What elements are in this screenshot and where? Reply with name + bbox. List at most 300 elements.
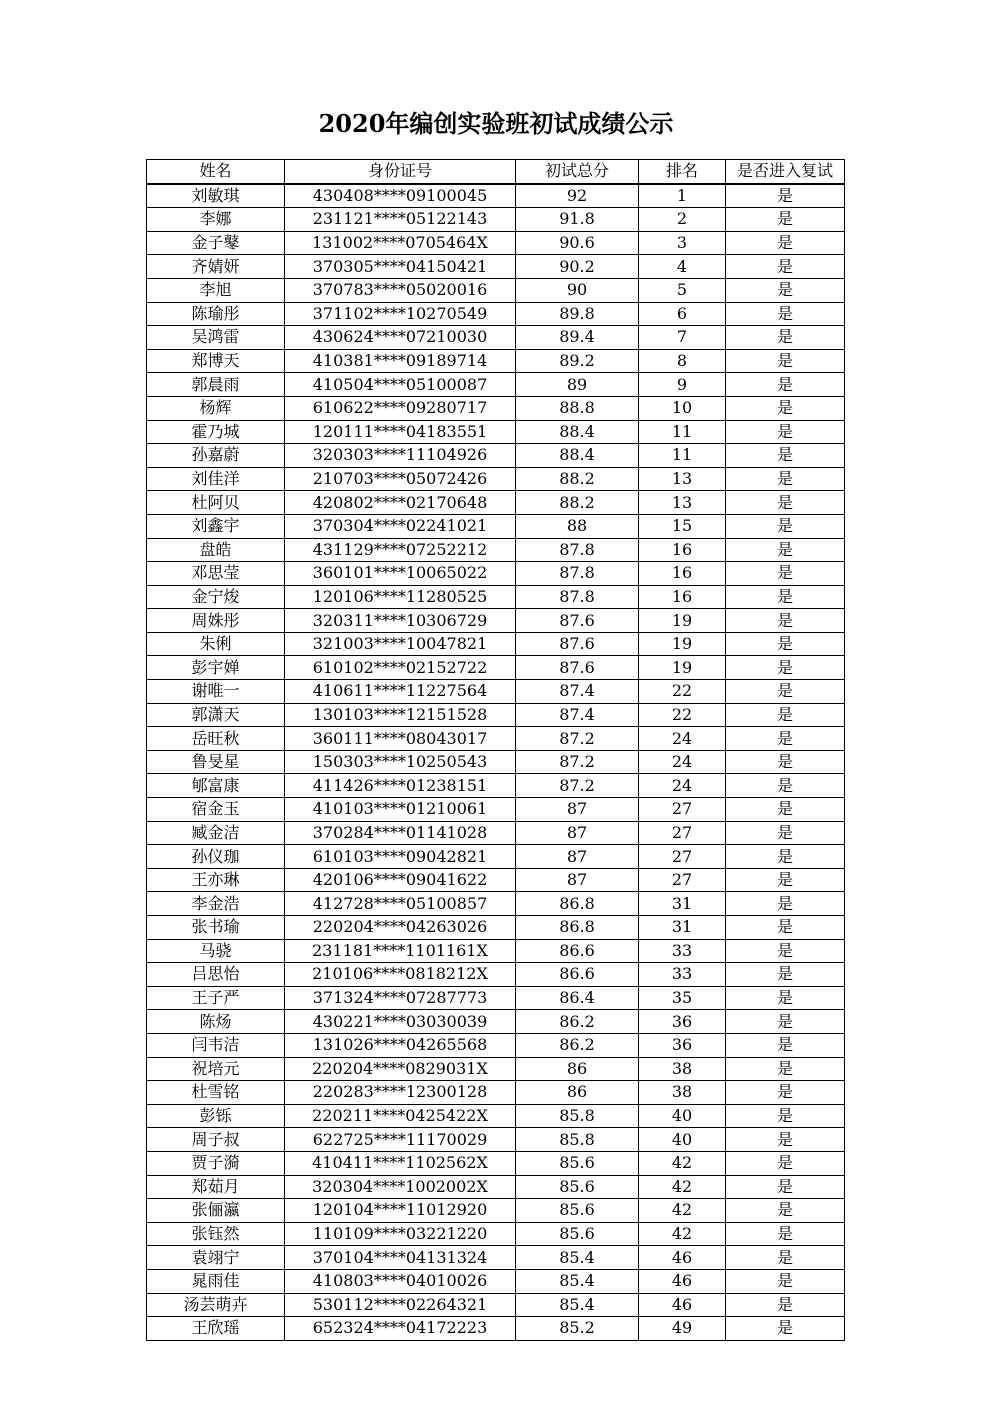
name-cell: 李娜 <box>147 208 285 232</box>
advance-cell: 是 <box>726 774 845 798</box>
rank-cell: 6 <box>639 302 726 326</box>
table-row <box>147 1317 845 1341</box>
table-row <box>147 208 845 232</box>
table-row <box>147 1246 845 1270</box>
score-cell: 87.8 <box>516 585 639 609</box>
advance-cell: 是 <box>726 444 845 468</box>
name-cell: 马骁 <box>147 939 285 963</box>
name-cell: 陈炀 <box>147 1010 285 1034</box>
rank-cell: 13 <box>639 491 726 515</box>
name-cell: 王亦琳 <box>147 868 285 892</box>
rank-cell: 35 <box>639 986 726 1010</box>
table-body <box>147 184 845 1341</box>
rank-cell: 3 <box>639 231 726 255</box>
id-number-cell: 530112****02264321 <box>285 1293 516 1317</box>
table-row <box>147 255 845 279</box>
rank-cell: 38 <box>639 1081 726 1105</box>
advance-cell: 是 <box>726 184 845 208</box>
rank-cell: 42 <box>639 1199 726 1223</box>
rank-cell: 24 <box>639 774 726 798</box>
advance-cell: 是 <box>726 727 845 751</box>
id-number-cell: 220204****0829031X <box>285 1057 516 1081</box>
score-cell: 91.8 <box>516 208 639 232</box>
score-cell: 87.8 <box>516 562 639 586</box>
table-row <box>147 703 845 727</box>
advance-cell: 是 <box>726 562 845 586</box>
advance-cell: 是 <box>726 326 845 350</box>
rank-cell: 33 <box>639 939 726 963</box>
score-cell: 86.2 <box>516 1010 639 1034</box>
header-rank: 排名 <box>639 160 726 184</box>
table-row <box>147 184 845 208</box>
name-cell: 鲁旻星 <box>147 750 285 774</box>
rank-cell: 11 <box>639 444 726 468</box>
rank-cell: 13 <box>639 467 726 491</box>
id-number-cell: 370104****04131324 <box>285 1246 516 1270</box>
table-header-row <box>147 160 845 184</box>
table-row <box>147 868 845 892</box>
rank-cell: 40 <box>639 1104 726 1128</box>
advance-cell: 是 <box>726 798 845 822</box>
name-cell: 贾子漪 <box>147 1151 285 1175</box>
table-row <box>147 231 845 255</box>
score-cell: 86.8 <box>516 892 639 916</box>
advance-cell: 是 <box>726 1175 845 1199</box>
table-row <box>147 727 845 751</box>
id-number-cell: 410611****11227564 <box>285 680 516 704</box>
score-cell: 87 <box>516 821 639 845</box>
name-cell: 周姝彤 <box>147 609 285 633</box>
name-cell: 李金浩 <box>147 892 285 916</box>
table-row <box>147 609 845 633</box>
rank-cell: 19 <box>639 632 726 656</box>
advance-cell: 是 <box>726 845 845 869</box>
table-row <box>147 845 845 869</box>
name-cell: 王子严 <box>147 986 285 1010</box>
name-cell: 吕思怡 <box>147 963 285 987</box>
table-row <box>147 1104 845 1128</box>
id-number-cell: 220211****0425422X <box>285 1104 516 1128</box>
table-row <box>147 916 845 940</box>
table-row <box>147 1033 845 1057</box>
score-cell: 86.6 <box>516 963 639 987</box>
score-cell: 88.2 <box>516 467 639 491</box>
rank-cell: 46 <box>639 1246 726 1270</box>
name-cell: 金宁焌 <box>147 585 285 609</box>
advance-cell: 是 <box>726 420 845 444</box>
id-number-cell: 120106****11280525 <box>285 585 516 609</box>
name-cell: 郭潇天 <box>147 703 285 727</box>
advance-cell: 是 <box>726 231 845 255</box>
rank-cell: 49 <box>639 1317 726 1341</box>
score-cell: 85.8 <box>516 1104 639 1128</box>
header-name: 姓名 <box>147 160 285 184</box>
advance-cell: 是 <box>726 680 845 704</box>
advance-cell: 是 <box>726 1293 845 1317</box>
name-cell: 李旭 <box>147 278 285 302</box>
advance-cell: 是 <box>726 1104 845 1128</box>
advance-cell: 是 <box>726 916 845 940</box>
advance-cell: 是 <box>726 373 845 397</box>
table-row <box>147 1269 845 1293</box>
score-cell: 85.8 <box>516 1128 639 1152</box>
name-cell: 郇富康 <box>147 774 285 798</box>
header-advance: 是否进入复试 <box>726 160 845 184</box>
page-title: 2020年编创实验班初试成绩公示 <box>318 109 674 138</box>
id-number-cell: 370305****04150421 <box>285 255 516 279</box>
name-cell: 臧金洁 <box>147 821 285 845</box>
name-cell: 邓思莹 <box>147 562 285 586</box>
rank-cell: 16 <box>639 562 726 586</box>
id-number-cell: 220283****12300128 <box>285 1081 516 1105</box>
id-number-cell: 320304****1002002X <box>285 1175 516 1199</box>
name-cell: 盘皓 <box>147 538 285 562</box>
table-row <box>147 963 845 987</box>
id-number-cell: 410504****05100087 <box>285 373 516 397</box>
table-row <box>147 750 845 774</box>
id-number-cell: 150303****10250543 <box>285 750 516 774</box>
advance-cell: 是 <box>726 609 845 633</box>
advance-cell: 是 <box>726 1081 845 1105</box>
score-cell: 87.2 <box>516 774 639 798</box>
table-row <box>147 538 845 562</box>
header-total-score: 初试总分 <box>516 160 639 184</box>
name-cell: 金子鼕 <box>147 231 285 255</box>
score-cell: 86.6 <box>516 939 639 963</box>
name-cell: 杨辉 <box>147 396 285 420</box>
score-cell: 90.2 <box>516 255 639 279</box>
name-cell: 孙仪珈 <box>147 845 285 869</box>
id-number-cell: 210106****0818212X <box>285 963 516 987</box>
id-number-cell: 110109****03221220 <box>285 1222 516 1246</box>
advance-cell: 是 <box>726 1151 845 1175</box>
advance-cell: 是 <box>726 1317 845 1341</box>
score-cell: 88.4 <box>516 444 639 468</box>
rank-cell: 27 <box>639 845 726 869</box>
advance-cell: 是 <box>726 939 845 963</box>
id-number-cell: 622725****11170029 <box>285 1128 516 1152</box>
id-number-cell: 610622****09280717 <box>285 396 516 420</box>
advance-cell: 是 <box>726 821 845 845</box>
rank-cell: 16 <box>639 585 726 609</box>
id-number-cell: 360101****10065022 <box>285 562 516 586</box>
id-number-cell: 130103****12151528 <box>285 703 516 727</box>
id-number-cell: 370304****02241021 <box>285 514 516 538</box>
name-cell: 刘佳洋 <box>147 467 285 491</box>
header-id-number: 身份证号 <box>285 160 516 184</box>
name-cell: 彭铄 <box>147 1104 285 1128</box>
id-number-cell: 430624****07210030 <box>285 326 516 350</box>
rank-cell: 9 <box>639 373 726 397</box>
advance-cell: 是 <box>726 538 845 562</box>
rank-cell: 46 <box>639 1269 726 1293</box>
table-row <box>147 467 845 491</box>
rank-cell: 22 <box>639 703 726 727</box>
table-row <box>147 1151 845 1175</box>
advance-cell: 是 <box>726 703 845 727</box>
score-cell: 89 <box>516 373 639 397</box>
advance-cell: 是 <box>726 1199 845 1223</box>
score-cell: 87.6 <box>516 656 639 680</box>
name-cell: 祝培元 <box>147 1057 285 1081</box>
id-number-cell: 410803****04010026 <box>285 1269 516 1293</box>
score-cell: 88.4 <box>516 420 639 444</box>
score-cell: 88 <box>516 514 639 538</box>
score-cell: 86 <box>516 1081 639 1105</box>
score-cell: 85.6 <box>516 1199 639 1223</box>
table-row <box>147 656 845 680</box>
advance-cell: 是 <box>726 868 845 892</box>
rank-cell: 22 <box>639 680 726 704</box>
id-number-cell: 231121****05122143 <box>285 208 516 232</box>
name-cell: 岳旺秋 <box>147 727 285 751</box>
id-number-cell: 131002****0705464X <box>285 231 516 255</box>
score-table <box>146 159 845 1341</box>
rank-cell: 4 <box>639 255 726 279</box>
advance-cell: 是 <box>726 1128 845 1152</box>
table-row <box>147 278 845 302</box>
table-row <box>147 1199 845 1223</box>
id-number-cell: 410411****1102562X <box>285 1151 516 1175</box>
name-cell: 宿金玉 <box>147 798 285 822</box>
name-cell: 张书瑜 <box>147 916 285 940</box>
id-number-cell: 410103****01210061 <box>285 798 516 822</box>
table-row <box>147 420 845 444</box>
rank-cell: 7 <box>639 326 726 350</box>
table-row <box>147 632 845 656</box>
name-cell: 孙嘉蔚 <box>147 444 285 468</box>
score-cell: 88.8 <box>516 396 639 420</box>
rank-cell: 8 <box>639 349 726 373</box>
table-row <box>147 444 845 468</box>
table-row <box>147 1175 845 1199</box>
rank-cell: 46 <box>639 1293 726 1317</box>
table-row <box>147 1081 845 1105</box>
score-cell: 85.6 <box>516 1151 639 1175</box>
advance-cell: 是 <box>726 585 845 609</box>
score-cell: 87.8 <box>516 538 639 562</box>
name-cell: 袁翊宁 <box>147 1246 285 1270</box>
score-cell: 89.4 <box>516 326 639 350</box>
id-number-cell: 320311****10306729 <box>285 609 516 633</box>
score-cell: 87.4 <box>516 680 639 704</box>
id-number-cell: 120104****11012920 <box>285 1199 516 1223</box>
name-cell: 张俪瀛 <box>147 1199 285 1223</box>
table-row <box>147 302 845 326</box>
id-number-cell: 320303****11104926 <box>285 444 516 468</box>
table-row <box>147 514 845 538</box>
id-number-cell: 430221****03030039 <box>285 1010 516 1034</box>
name-cell: 晁雨佳 <box>147 1269 285 1293</box>
id-number-cell: 370783****05020016 <box>285 278 516 302</box>
id-number-cell: 431129****07252212 <box>285 538 516 562</box>
name-cell: 周子叔 <box>147 1128 285 1152</box>
table-row <box>147 1010 845 1034</box>
rank-cell: 42 <box>639 1151 726 1175</box>
name-cell: 汤芸萌卉 <box>147 1293 285 1317</box>
table-row <box>147 774 845 798</box>
score-cell: 87.2 <box>516 727 639 751</box>
advance-cell: 是 <box>726 491 845 515</box>
score-cell: 87.6 <box>516 609 639 633</box>
rank-cell: 16 <box>639 538 726 562</box>
rank-cell: 10 <box>639 396 726 420</box>
id-number-cell: 371324****07287773 <box>285 986 516 1010</box>
table-row <box>147 562 845 586</box>
id-number-cell: 610102****02152722 <box>285 656 516 680</box>
name-cell: 杜阿贝 <box>147 491 285 515</box>
table-row <box>147 326 845 350</box>
advance-cell: 是 <box>726 255 845 279</box>
advance-cell: 是 <box>726 1246 845 1270</box>
rank-cell: 27 <box>639 821 726 845</box>
score-cell: 87.6 <box>516 632 639 656</box>
table-row <box>147 585 845 609</box>
name-cell: 郑茹月 <box>147 1175 285 1199</box>
rank-cell: 31 <box>639 892 726 916</box>
score-cell: 89.8 <box>516 302 639 326</box>
score-cell: 89.2 <box>516 349 639 373</box>
name-cell: 陈瑜彤 <box>147 302 285 326</box>
score-cell: 90.6 <box>516 231 639 255</box>
name-cell: 闫韦洁 <box>147 1033 285 1057</box>
table-row <box>147 396 845 420</box>
id-number-cell: 610103****09042821 <box>285 845 516 869</box>
rank-cell: 31 <box>639 916 726 940</box>
advance-cell: 是 <box>726 750 845 774</box>
table-row <box>147 491 845 515</box>
advance-cell: 是 <box>726 1010 845 1034</box>
id-number-cell: 210703****05072426 <box>285 467 516 491</box>
rank-cell: 42 <box>639 1175 726 1199</box>
name-cell: 刘敏琪 <box>147 184 285 208</box>
advance-cell: 是 <box>726 632 845 656</box>
score-cell: 88.2 <box>516 491 639 515</box>
advance-cell: 是 <box>726 302 845 326</box>
rank-cell: 11 <box>639 420 726 444</box>
id-number-cell: 410381****09189714 <box>285 349 516 373</box>
id-number-cell: 420106****09041622 <box>285 868 516 892</box>
advance-cell: 是 <box>726 1033 845 1057</box>
rank-cell: 24 <box>639 727 726 751</box>
score-cell: 86.2 <box>516 1033 639 1057</box>
rank-cell: 27 <box>639 868 726 892</box>
name-cell: 朱俐 <box>147 632 285 656</box>
advance-cell: 是 <box>726 467 845 491</box>
table-row <box>147 1293 845 1317</box>
table-row <box>147 939 845 963</box>
id-number-cell: 430408****09100045 <box>285 184 516 208</box>
table-row <box>147 798 845 822</box>
id-number-cell: 420802****02170648 <box>285 491 516 515</box>
rank-cell: 5 <box>639 278 726 302</box>
score-cell: 87 <box>516 798 639 822</box>
id-number-cell: 120111****04183551 <box>285 420 516 444</box>
advance-cell: 是 <box>726 396 845 420</box>
score-cell: 85.6 <box>516 1222 639 1246</box>
score-cell: 90 <box>516 278 639 302</box>
id-number-cell: 220204****04263026 <box>285 916 516 940</box>
table-row <box>147 892 845 916</box>
score-cell: 87.4 <box>516 703 639 727</box>
score-cell: 85.4 <box>516 1269 639 1293</box>
rank-cell: 42 <box>639 1222 726 1246</box>
id-number-cell: 652324****04172223 <box>285 1317 516 1341</box>
advance-cell: 是 <box>726 892 845 916</box>
score-cell: 87 <box>516 868 639 892</box>
rank-cell: 24 <box>639 750 726 774</box>
rank-cell: 33 <box>639 963 726 987</box>
table-row <box>147 1128 845 1152</box>
score-cell: 85.4 <box>516 1246 639 1270</box>
name-cell: 霍乃城 <box>147 420 285 444</box>
id-number-cell: 411426****01238151 <box>285 774 516 798</box>
advance-cell: 是 <box>726 986 845 1010</box>
name-cell: 张钰然 <box>147 1222 285 1246</box>
name-cell: 郑博天 <box>147 349 285 373</box>
name-cell: 吴鸿雷 <box>147 326 285 350</box>
rank-cell: 19 <box>639 656 726 680</box>
table-row <box>147 1057 845 1081</box>
name-cell: 谢唯一 <box>147 680 285 704</box>
score-cell: 87 <box>516 845 639 869</box>
id-number-cell: 321003****10047821 <box>285 632 516 656</box>
score-cell: 85.6 <box>516 1175 639 1199</box>
advance-cell: 是 <box>726 514 845 538</box>
name-cell: 杜雪铭 <box>147 1081 285 1105</box>
id-number-cell: 231181****1101161X <box>285 939 516 963</box>
advance-cell: 是 <box>726 278 845 302</box>
id-number-cell: 131026****04265568 <box>285 1033 516 1057</box>
id-number-cell: 412728****05100857 <box>285 892 516 916</box>
name-cell: 郭晨雨 <box>147 373 285 397</box>
table-row <box>147 349 845 373</box>
score-cell: 86.4 <box>516 986 639 1010</box>
rank-cell: 1 <box>639 184 726 208</box>
score-cell: 87.2 <box>516 750 639 774</box>
table-row <box>147 1222 845 1246</box>
score-cell: 92 <box>516 184 639 208</box>
advance-cell: 是 <box>726 656 845 680</box>
rank-cell: 27 <box>639 798 726 822</box>
score-cell: 85.4 <box>516 1293 639 1317</box>
table-row <box>147 986 845 1010</box>
score-cell: 86 <box>516 1057 639 1081</box>
table-row <box>147 821 845 845</box>
rank-cell: 15 <box>639 514 726 538</box>
score-cell: 86.8 <box>516 916 639 940</box>
advance-cell: 是 <box>726 349 845 373</box>
name-cell: 彭宇婵 <box>147 656 285 680</box>
rank-cell: 40 <box>639 1128 726 1152</box>
name-cell: 王欣瑶 <box>147 1317 285 1341</box>
rank-cell: 38 <box>639 1057 726 1081</box>
name-cell: 齐婧妍 <box>147 255 285 279</box>
id-number-cell: 371102****10270549 <box>285 302 516 326</box>
score-cell: 85.2 <box>516 1317 639 1341</box>
id-number-cell: 360111****08043017 <box>285 727 516 751</box>
table-row <box>147 373 845 397</box>
table-row <box>147 680 845 704</box>
rank-cell: 36 <box>639 1010 726 1034</box>
rank-cell: 36 <box>639 1033 726 1057</box>
advance-cell: 是 <box>726 1222 845 1246</box>
advance-cell: 是 <box>726 963 845 987</box>
advance-cell: 是 <box>726 1057 845 1081</box>
id-number-cell: 370284****01141028 <box>285 821 516 845</box>
advance-cell: 是 <box>726 1269 845 1293</box>
name-cell: 刘鑫宇 <box>147 514 285 538</box>
